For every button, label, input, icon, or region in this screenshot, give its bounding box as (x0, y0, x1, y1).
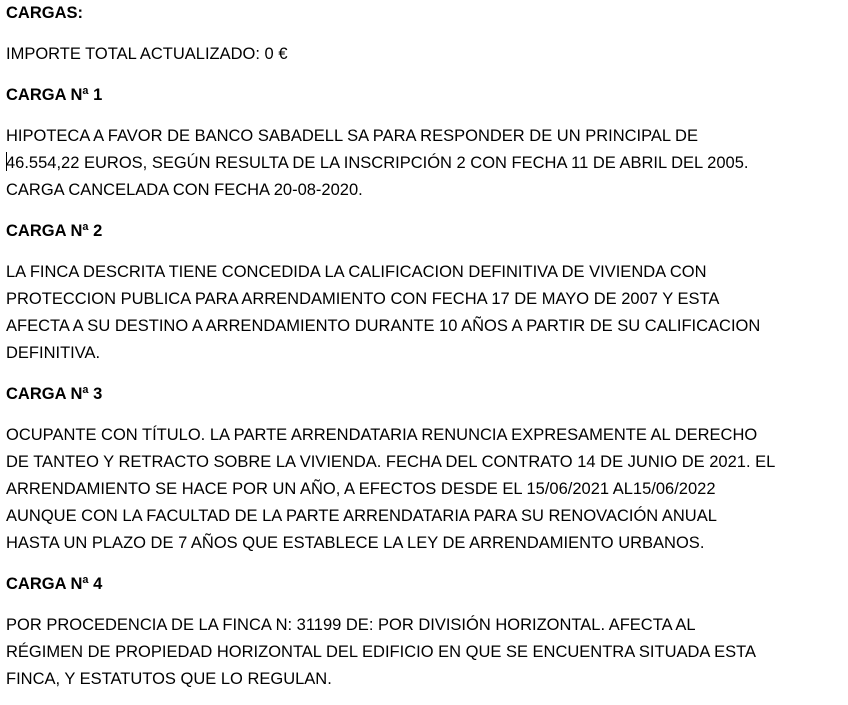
carga-3-title: CARGA Nª 3 (6, 385, 103, 403)
carga-4-line: POR PROCEDENCIA DE LA FINCA N: 31199 DE: POR DIVISIÓN HORIZONTAL. AFECTA AL (6, 616, 696, 634)
carga-3-line: AUNQUE CON LA FACULTAD DE LA PARTE ARRENDATARIA PARA SU RENOVACIÓN ANUAL (6, 507, 717, 525)
carga-4-line: RÉGIMEN DE PROPIEDAD HORIZONTAL DEL EDIFICIO EN QUE SE ENCUENTRA SITUADA ESTA (6, 643, 756, 661)
carga-1-text (6, 123, 842, 204)
carga-2-title: CARGA Nª 2 (6, 222, 103, 240)
importe-total-text: IMPORTE TOTAL ACTUALIZADO: 0 € (6, 45, 288, 63)
carga-3-line: DE TANTEO Y RETRACTO SOBRE LA VIVIENDA. FECHA DEL CONTRATO 14 DE JUNIO DE 2021. EL (6, 453, 776, 471)
carga-1-line-with-caret (6, 150, 842, 177)
carga-2-line: AFECTA A SU DESTINO A ARRENDAMIENTO DURANTE 10 AÑOS A PARTIR DE SU CALIFICACION (6, 317, 761, 335)
carga-4-title: CARGA Nª 4 (6, 575, 103, 593)
carga-4-line: FINCA, Y ESTATUTOS QUE LO REGULAN. (6, 670, 332, 688)
carga-3-line: OCUPANTE CON TÍTULO. LA PARTE ARRENDATARIA RENUNCIA EXPRESAMENTE AL DERECHO (6, 426, 758, 444)
carga-1-line: HIPOTECA A FAVOR DE BANCO SABADELL SA PARA RESPONDER DE UN PRINCIPAL DE (6, 127, 698, 145)
carga-2-text (6, 259, 842, 367)
carga-3-line: HASTA UN PLAZO DE 7 AÑOS QUE ESTABLECE LA LEY DE ARRENDAMIENTO URBANOS. (6, 534, 705, 552)
carga-3-line: ARRENDAMIENTO SE HACE POR UN AÑO, A EFECTOS DESDE EL 15/06/2021 AL15/06/2022 (6, 480, 716, 498)
carga-2-line: LA FINCA DESCRITA TIENE CONCEDIDA LA CALIFICACION DEFINITIVA DE VIVIENDA CON (6, 263, 707, 281)
carga-1-line: CARGA CANCELADA CON FECHA 20-08-2020. (6, 181, 363, 199)
carga-4-text (6, 612, 842, 693)
cargas-heading: CARGAS: (6, 4, 83, 22)
document-body[interactable] (6, 0, 842, 693)
carga-1-line: 46.554,22 EUROS, SEGÚN RESULTA DE LA INSCRIPCIÓN 2 CON FECHA 11 DE ABRIL DEL 2005. (6, 154, 749, 172)
carga-1-title: CARGA Nª 1 (6, 86, 103, 104)
carga-2-line: PROTECCION PUBLICA PARA ARRENDAMIENTO CON FECHA 17 DE MAYO DE 2007 Y ESTA (6, 290, 720, 308)
carga-2-line: DEFINITIVA. (6, 344, 101, 362)
carga-3-text (6, 422, 842, 557)
